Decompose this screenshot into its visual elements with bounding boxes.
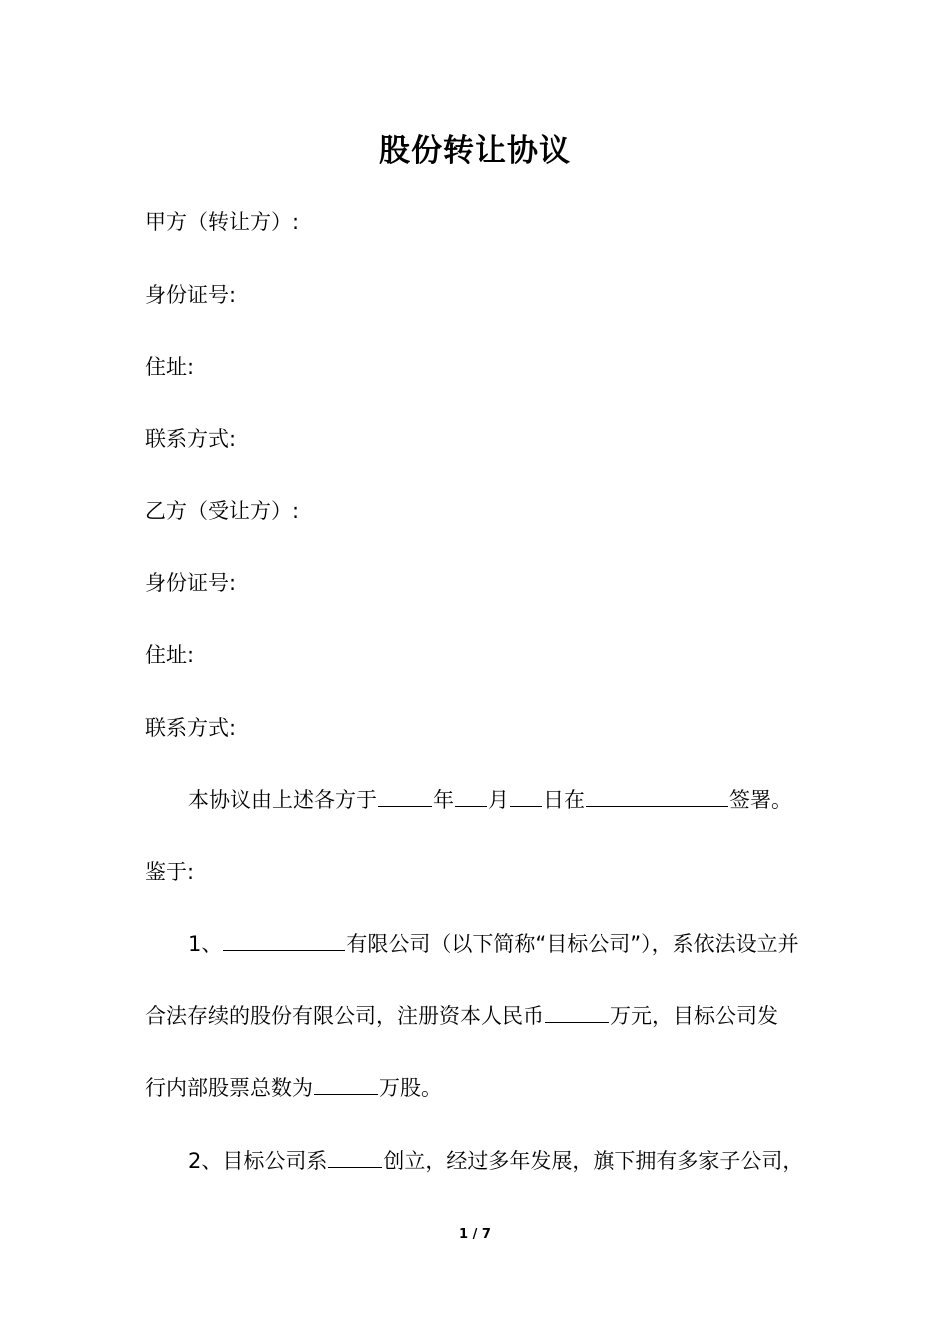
year-label: 年 bbox=[433, 788, 454, 812]
clause-1-line-3 bbox=[145, 1073, 805, 1103]
clause-2-text-cont: 创立，经过多年发展，旗下拥有多家子公司， bbox=[383, 1149, 804, 1173]
party-b-contact-label: 联系方式: bbox=[145, 716, 237, 740]
year-blank bbox=[378, 787, 432, 807]
party-a-id-label: 身份证号: bbox=[145, 283, 237, 307]
party-b-id-label: 身份证号: bbox=[145, 571, 237, 595]
party-b-label: 乙方（受让方）: bbox=[145, 499, 300, 523]
shares-blank bbox=[314, 1075, 378, 1095]
clause-1-number: 1、 bbox=[188, 932, 223, 956]
clause-1-shares-unit: 万股。 bbox=[379, 1076, 442, 1100]
month-label: 月 bbox=[488, 788, 509, 812]
founded-blank bbox=[328, 1148, 382, 1168]
clause-2-line-1 bbox=[145, 1146, 848, 1176]
whereas-label: 鉴于: bbox=[145, 860, 195, 884]
clause-1-capital-unit: 万元，目标公司发 bbox=[610, 1004, 778, 1028]
page-number: 1 / 7 bbox=[459, 1227, 491, 1242]
day-label: 日在 bbox=[543, 788, 585, 812]
signing-paragraph bbox=[145, 785, 848, 815]
clause-1-line-2 bbox=[145, 1001, 805, 1031]
company-name-blank bbox=[223, 931, 345, 951]
document-title: 股份转让协议 bbox=[379, 133, 571, 169]
party-a-address-label: 住址: bbox=[145, 355, 195, 379]
day-blank bbox=[510, 787, 542, 807]
capital-blank bbox=[545, 1003, 609, 1023]
party-b-address-label: 住址: bbox=[145, 643, 195, 667]
clause-1-shares-text: 行内部股票总数为 bbox=[145, 1076, 313, 1100]
place-blank bbox=[586, 787, 728, 807]
signing-end: 签署。 bbox=[729, 788, 792, 812]
clause-2-text: 2、目标公司系 bbox=[188, 1149, 328, 1173]
signing-text: 本协议由上述各方于 bbox=[188, 788, 377, 812]
clause-1-capital-text: 合法存续的股份有限公司，注册资本人民币 bbox=[145, 1004, 544, 1028]
party-a-label: 甲方（转让方）: bbox=[145, 210, 300, 234]
month-blank bbox=[455, 787, 487, 807]
clause-1-line-1 bbox=[145, 929, 848, 959]
party-a-contact-label: 联系方式: bbox=[145, 427, 237, 451]
clause-1-text: 有限公司（以下简称“目标公司”），系依法设立并 bbox=[346, 932, 799, 956]
